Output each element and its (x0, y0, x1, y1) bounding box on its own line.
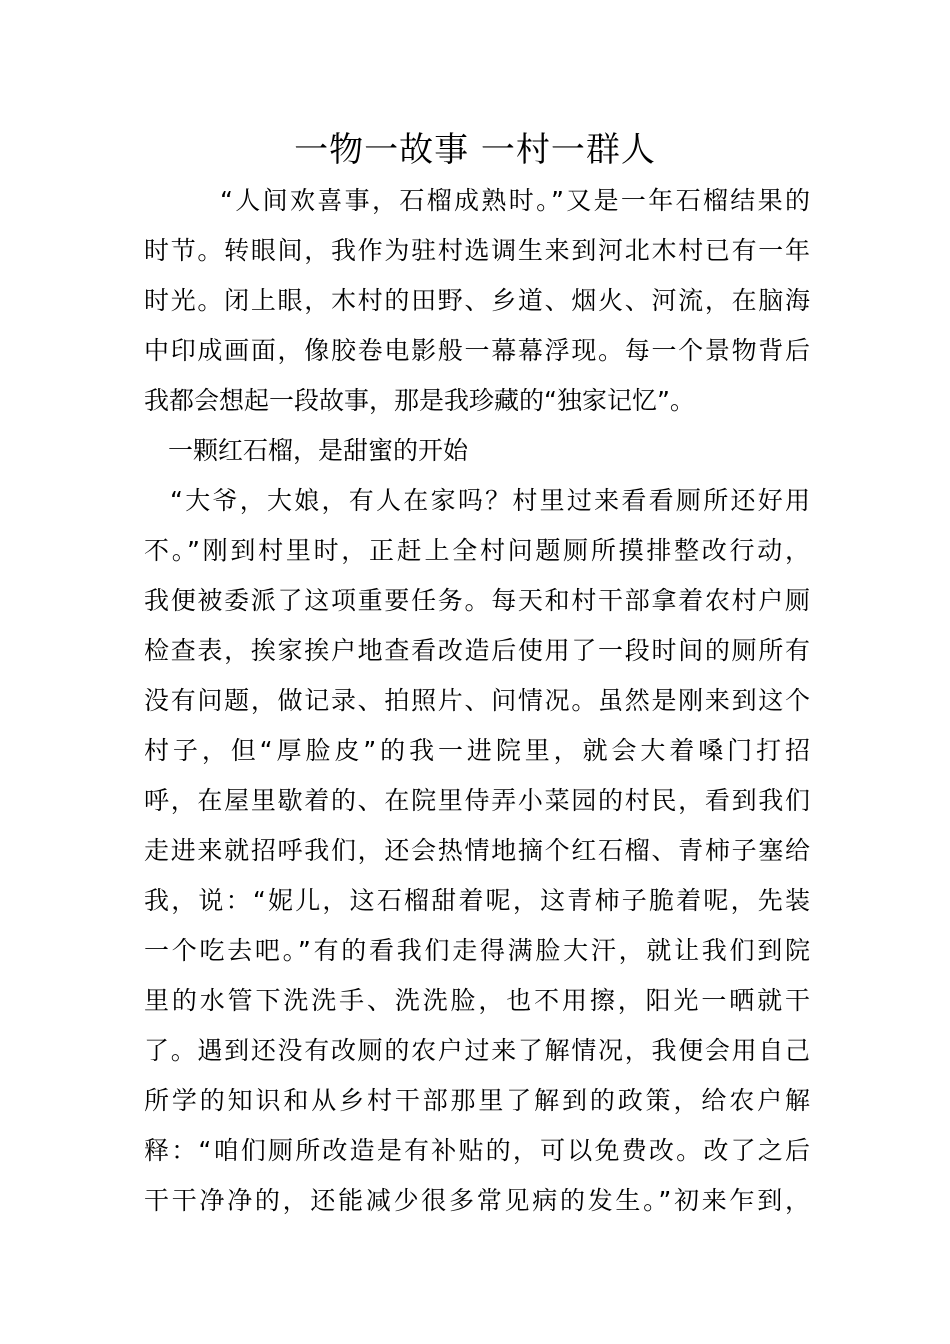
paragraph-line: 所学的知识和从乡村干部那里了解到的政策，给农户解 (144, 1086, 810, 1115)
paragraph-line: 中印成画面，像胶卷电影般一幕幕浮现。每一个景物背后 (144, 336, 810, 365)
section-heading: 一颗红石榴，是甜蜜的开始 (168, 436, 469, 465)
paragraph-line: 时光。闭上眼，木村的田野、乡道、烟火、河流，在脑海 (144, 286, 810, 315)
paragraph-line: “人间欢喜事，石榴成熟时。”又是一年石榴结果的 (220, 186, 810, 215)
document-body (144, 176, 810, 1226)
paragraph-line: 里的水管下洗洗手、洗洗脸，也不用擦，阳光一晒就干 (144, 986, 810, 1015)
paragraph-line: “大爷，大娘，有人在家吗？村里过来看看厕所还好用 (170, 486, 810, 515)
paragraph-line: 干干净净的，还能减少很多常见病的发生。”初来乍到， (144, 1186, 810, 1215)
paragraph-line: 呼，在屋里歇着的、在院里侍弄小菜园的村民，看到我们 (144, 786, 810, 815)
paragraph-line: 我便被委派了这项重要任务。每天和村干部拿着农村户厕 (144, 586, 810, 615)
paragraph-line: 不。”刚到村里时，正赶上全村问题厕所摸排整改行动， (144, 536, 810, 565)
paragraph-line: 了。遇到还没有改厕的农户过来了解情况，我便会用自己 (144, 1036, 810, 1065)
paragraph-line: 释：“咱们厕所改造是有补贴的，可以免费改。改了之后 (144, 1136, 810, 1165)
paragraph-line: 村子，但“厚脸皮”的我一进院里，就会大着嗓门打招 (144, 736, 810, 765)
paragraph-line: 我，说：“妮儿，这石榴甜着呢，这青柿子脆着呢，先装 (144, 886, 810, 915)
paragraph-line: 时节。转眼间，我作为驻村选调生来到河北木村已有一年 (144, 236, 810, 265)
paragraph-line: 走进来就招呼我们，还会热情地摘个红石榴、青柿子塞给 (144, 836, 810, 865)
paragraph-line: 一个吃去吧。”有的看我们走得满脸大汗，就让我们到院 (144, 936, 810, 965)
paragraph-line: 没有问题，做记录、拍照片、问情况。虽然是刚来到这个 (144, 686, 810, 715)
paragraph-line: 我都会想起一段故事，那是我珍藏的“独家记忆”。 (144, 386, 695, 415)
document-title: 一物一故事 一村一群人 (294, 130, 656, 170)
paragraph-line: 检查表，挨家挨户地查看改造后使用了一段时间的厕所有 (144, 636, 810, 665)
